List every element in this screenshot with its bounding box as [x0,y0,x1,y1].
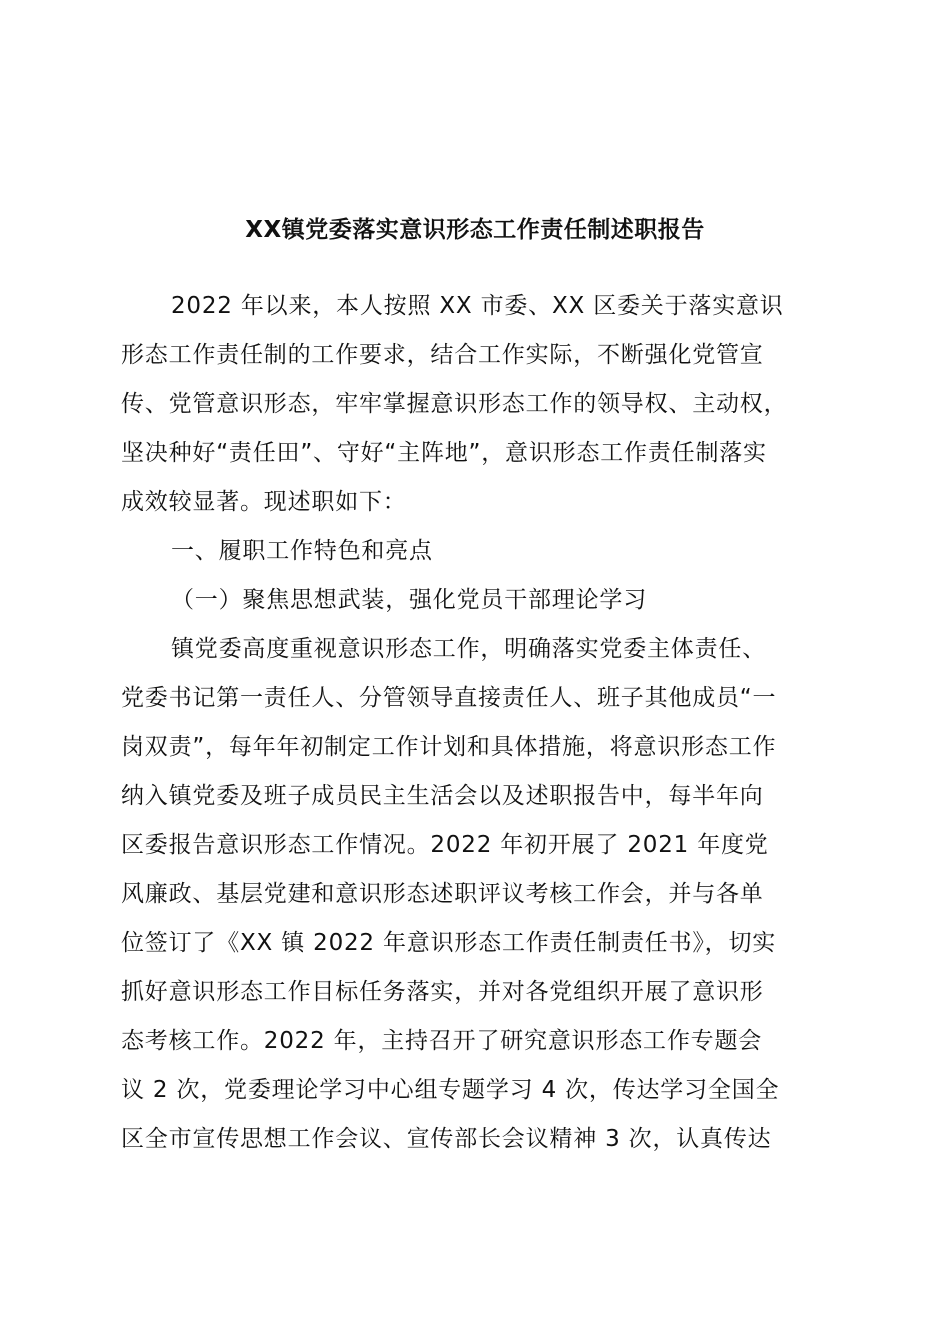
paragraph-line: 岗双责”，每年年初制定工作计划和具体措施，将意识形态工作 [121,734,777,760]
paragraph-line: 坚决种好“责任田”、守好“主阵地”，意识形态工作责任制落实 [121,440,767,466]
paragraph-line: 议 2 次，党委理论学习中心组专题学习 4 次，传达学习全国全 [121,1077,780,1103]
paragraph-line: 2022 年以来，本人按照 XX 市委、XX 区委关于落实意识 [171,293,784,319]
paragraph-line: 成效较显著。现述职如下： [121,489,407,515]
paragraph-line: 区委报告意识形态工作情况。2022 年初开展了 2021 年度党 [121,832,769,858]
paragraph-line: 态考核工作。2022 年，主持召开了研究意识形态工作专题会 [121,1028,763,1054]
paragraph-line: 区全市宣传思想工作会议、宣传部长会议精神 3 次，认真传达 [121,1126,772,1152]
subsection-heading: （一）聚焦思想武装，强化党员干部理论学习 [171,587,647,613]
paragraph-line: 抓好意识形态工作目标任务落实，并对各党组织开展了意识形 [121,979,764,1005]
paragraph-line: 风廉政、基层党建和意识形态述职评议考核工作会，并与各单 [121,881,764,907]
paragraph-line: 纳入镇党委及班子成员民主生活会以及述职报告中，每半年向 [121,783,764,809]
paragraph-line: 传、党管意识形态，牢牢掌握意识形态工作的领导权、主动权， [121,391,788,417]
paragraph-line: 镇党委高度重视意识形态工作，明确落实党委主体责任、 [171,636,766,662]
paragraph-line: 位签订了《XX 镇 2022 年意识形态工作责任制责任书》，切实 [121,930,777,956]
paragraph-line: 形态工作责任制的工作要求，结合工作实际，不断强化党管宣 [121,342,764,368]
document-title: XX镇党委落实意识形态工作责任制述职报告 [245,217,705,243]
section-heading: 一、履职工作特色和亮点 [171,538,433,564]
paragraph-line: 党委书记第一责任人、分管领导直接责任人、班子其他成员“一 [121,685,777,711]
